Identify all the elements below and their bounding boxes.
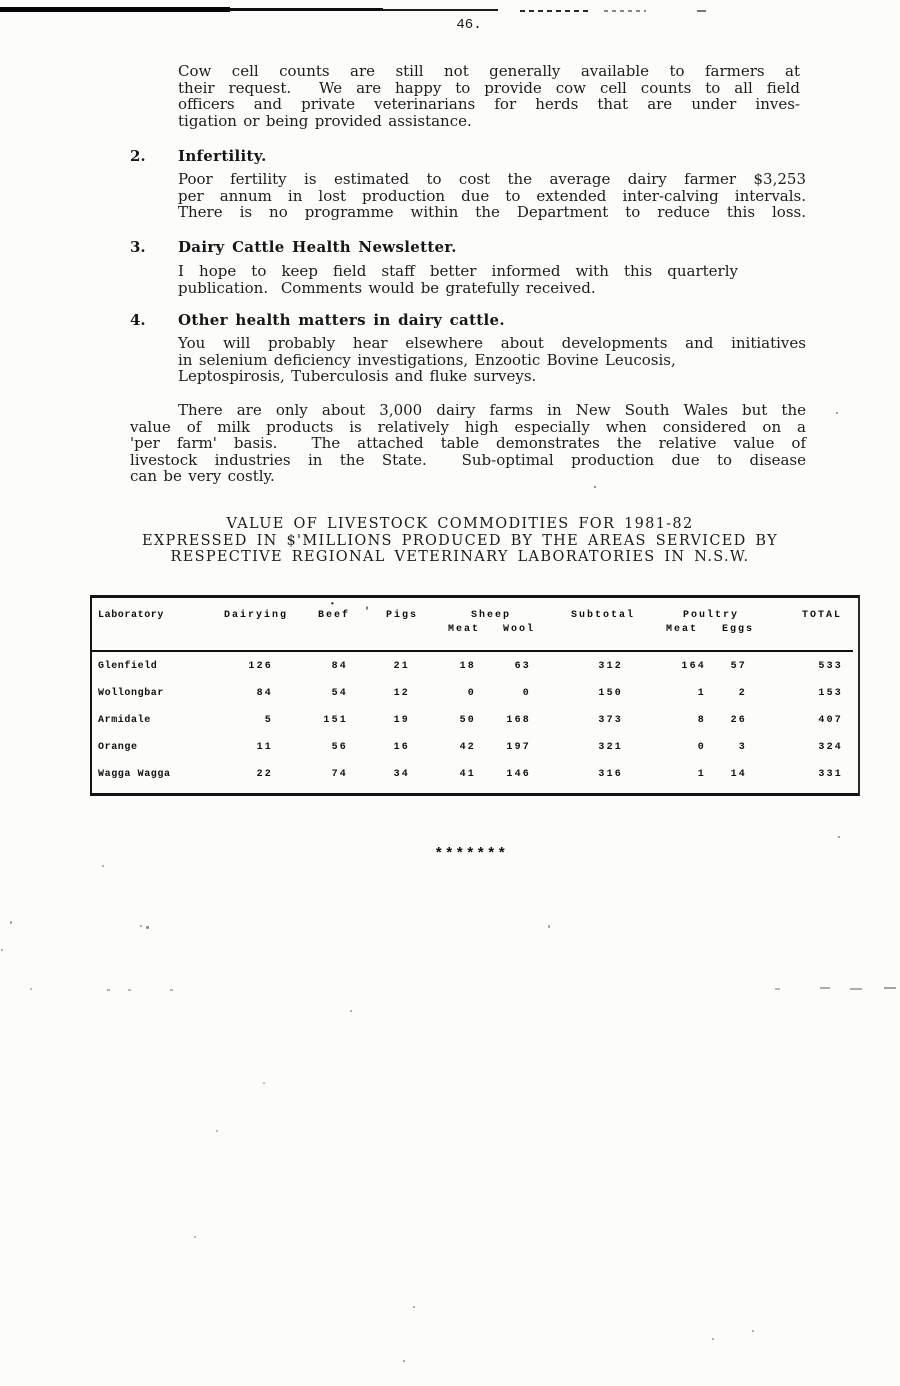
- scan-speck: [30, 988, 32, 990]
- cell-poultry-eggs: 26: [730, 715, 747, 726]
- scan-speck: [107, 989, 110, 991]
- closing-paragraph: [130, 402, 806, 485]
- scan-speck: [140, 925, 142, 927]
- scan-speck: [170, 989, 173, 991]
- column-header-poultry-meat: Meat: [665, 624, 699, 635]
- table-row-armidale: [92, 715, 858, 729]
- scan-speck: [836, 412, 838, 414]
- scan-speck: [850, 988, 862, 990]
- scan-speck: [775, 988, 780, 990]
- table-row-orange: [92, 742, 858, 756]
- column-header-subtotal: Subtotal: [570, 610, 636, 621]
- column-header-sheep-wool: Wool: [502, 624, 536, 635]
- cell-poultry-eggs: 57: [730, 661, 747, 672]
- top-scan-dashes: [520, 10, 592, 12]
- column-header-total: TOTAL: [801, 610, 843, 621]
- asterisk-separator: *******: [434, 846, 508, 863]
- cell-sheep-wool: 63: [514, 661, 531, 672]
- section-2-paragraph: [178, 171, 806, 221]
- row-label: Orange: [98, 742, 138, 753]
- cell-sheep-wool: 197: [506, 742, 531, 753]
- text-line: 'per farm' basis. The attached table demonstrates the relative value of: [130, 434, 806, 452]
- top-scan-rule: [0, 7, 230, 12]
- section-3-heading: [130, 238, 800, 255]
- scan-speck: [216, 1130, 218, 1132]
- scan-speck: [1, 949, 3, 951]
- text-line: There are only about 3,000 dairy farms in New South Wales but the: [178, 401, 806, 419]
- scan-speck: [820, 987, 830, 989]
- section-4-number: 4.: [130, 311, 146, 329]
- text-line: Leptospirosis, Tuberculosis and fluke surveys.: [178, 367, 537, 385]
- text-line: publication. Comments would be gratefully received.: [178, 278, 596, 297]
- cell-sheep-meat: 42: [459, 742, 476, 753]
- cell-poultry-meat: 0: [697, 742, 706, 753]
- text-line: livestock industries in the State. Sub-optimal production due to disease: [130, 450, 806, 469]
- cell-beef: 84: [331, 661, 348, 672]
- text-line: Cow cell counts are still not generally available to farmers at: [178, 62, 800, 80]
- scan-speck: [403, 1360, 405, 1362]
- text-line: value of milk products is relatively high especially when considered on a: [130, 417, 806, 436]
- scan-speck: [263, 1082, 265, 1084]
- scan-speck: [594, 486, 596, 488]
- top-scan-rule-2: [228, 8, 383, 11]
- scan-speck: [350, 1010, 352, 1012]
- table-heading-line-1: VALUE OF LIVESTOCK COMMODITIES FOR 1981-82: [226, 516, 694, 532]
- scan-speck: [712, 1338, 714, 1340]
- cell-poultry-meat: 164: [681, 661, 706, 672]
- cell-poultry-eggs: 14: [730, 769, 747, 780]
- page-number: 46.: [456, 17, 482, 33]
- scan-speck: [128, 989, 131, 991]
- cell-beef: 151: [323, 715, 348, 726]
- scan-speck: [838, 836, 840, 838]
- header-separator-line: [92, 650, 853, 652]
- intro-paragraph: [178, 63, 800, 129]
- cell-dairying: 126: [248, 661, 273, 672]
- section-2-title: Infertility.: [178, 147, 267, 165]
- text-line: in selenium deficiency investigations, Enzootic Bovine Leucosis,: [178, 350, 676, 369]
- cell-subtotal: 321: [598, 742, 623, 753]
- text-line: Poor fertility is estimated to cost the average dairy farmer $3,253: [178, 170, 806, 188]
- cell-sheep-meat: 18: [459, 661, 476, 672]
- text-line: their request. We are happy to provide cow cell counts to all field: [178, 78, 800, 97]
- top-scan-dot: [697, 10, 706, 12]
- cell-beef: 56: [331, 742, 348, 753]
- section-2-number: 2.: [130, 147, 146, 165]
- row-label: Armidale: [98, 715, 151, 726]
- column-header-laboratory: Laboratory: [98, 610, 165, 621]
- scan-speck: [752, 1330, 754, 1332]
- cell-sheep-meat: 41: [459, 769, 476, 780]
- cell-pigs: 34: [393, 769, 410, 780]
- cell-sheep-wool: 168: [506, 715, 531, 726]
- table-heading: [122, 516, 798, 566]
- cell-poultry-eggs: 3: [738, 742, 747, 753]
- scan-apostrophe-after-beef: ': [364, 607, 371, 618]
- cell-pigs: 21: [393, 661, 410, 672]
- column-header-poultry: Poultry: [682, 610, 740, 621]
- section-3-number: 3.: [130, 238, 146, 256]
- table-heading-line-2: EXPRESSED IN $'MILLIONS PRODUCED BY THE AREAS SERVICED BY: [141, 532, 778, 549]
- cell-total: 153: [818, 688, 843, 699]
- cell-subtotal: 150: [598, 688, 623, 699]
- table-row-wagga-wagga: [92, 769, 858, 783]
- cell-subtotal: 316: [598, 769, 623, 780]
- cell-total: 331: [818, 769, 843, 780]
- row-label: Glenfield: [98, 661, 158, 672]
- scan-speck: [413, 1306, 415, 1308]
- cell-total: 407: [818, 715, 843, 726]
- cell-subtotal: 373: [598, 715, 623, 726]
- text-line: I hope to keep field staff better informed with this quarterly: [178, 262, 738, 280]
- cell-sheep-meat: 50: [459, 715, 476, 726]
- cell-dairying: 84: [256, 688, 273, 699]
- column-header-sheep: Sheep: [470, 610, 512, 621]
- text-line: You will probably hear elsewhere about developments and initiatives: [178, 334, 806, 352]
- column-header-poultry-eggs: Eggs: [721, 624, 755, 635]
- scan-speck: [548, 925, 550, 928]
- cell-dairying: 5: [264, 715, 273, 726]
- section-4-paragraph: [178, 335, 806, 385]
- column-header-dairying: Dairying: [223, 610, 289, 621]
- cell-sheep-meat: 0: [467, 688, 476, 699]
- section-3-title: Dairy Cattle Health Newsletter.: [178, 238, 457, 256]
- cell-beef: 74: [331, 769, 348, 780]
- text-line: tigation or being provided assistance.: [178, 111, 472, 130]
- cell-poultry-meat: 1: [697, 769, 706, 780]
- scan-speck: [146, 926, 149, 929]
- cell-sheep-wool: 146: [506, 769, 531, 780]
- scan-mark-above-beef: •: [330, 600, 335, 609]
- cell-total: 324: [818, 742, 843, 753]
- cell-dairying: 11: [256, 742, 273, 753]
- cell-pigs: 19: [393, 715, 410, 726]
- cell-total: 533: [818, 661, 843, 672]
- cell-poultry-eggs: 2: [738, 688, 747, 699]
- cell-subtotal: 312: [598, 661, 623, 672]
- column-header-pigs: Pigs: [385, 610, 419, 621]
- cell-pigs: 16: [393, 742, 410, 753]
- top-scan-dashes-2: [604, 10, 646, 12]
- scan-speck: [102, 865, 104, 867]
- text-line: can be very costly.: [130, 467, 275, 485]
- scan-speck: [884, 987, 896, 989]
- text-line: officers and private veterinarians for herds that are under inves-: [178, 95, 800, 113]
- table-heading-line-3: RESPECTIVE REGIONAL VETERINARY LABORATORIES IN N.S.W.: [170, 549, 750, 565]
- column-header-beef: Beef: [317, 610, 351, 621]
- scan-speck: [10, 921, 12, 924]
- section-4-heading: [130, 311, 800, 328]
- livestock-table: [90, 595, 860, 796]
- table-row-glenfield: [92, 661, 858, 675]
- cell-sheep-wool: 0: [522, 688, 531, 699]
- cell-poultry-meat: 8: [697, 715, 706, 726]
- top-scan-rule-3: [380, 9, 498, 11]
- cell-poultry-meat: 1: [697, 688, 706, 699]
- section-3-paragraph: [178, 263, 738, 296]
- row-label: Wagga Wagga: [98, 769, 171, 780]
- section-2-heading: [130, 147, 800, 164]
- row-label: Wollongbar: [98, 688, 165, 699]
- section-4-title: Other health matters in dairy cattle.: [178, 311, 505, 329]
- scan-speck: [194, 1236, 196, 1238]
- cell-pigs: 12: [393, 688, 410, 699]
- table-row-wollongbar: [92, 688, 858, 702]
- text-line: per annum in lost production due to extended inter-calving intervals.: [178, 186, 806, 205]
- cell-beef: 54: [331, 688, 348, 699]
- cell-dairying: 22: [256, 769, 273, 780]
- text-line: There is no programme within the Department to reduce this loss.: [178, 203, 806, 221]
- column-header-sheep-meat: Meat: [447, 624, 481, 635]
